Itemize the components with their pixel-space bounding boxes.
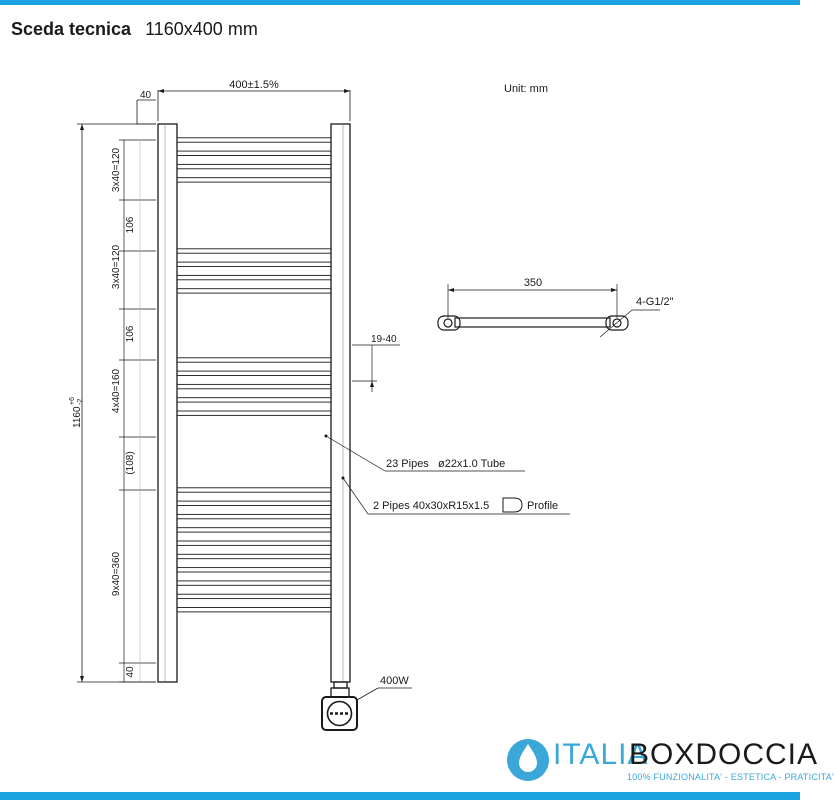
unit-note: Unit: mm (504, 83, 548, 95)
horizontal-pipe (177, 568, 331, 572)
group1-label: 3x40=120 (111, 147, 122, 193)
horizontal-pipe (177, 514, 331, 518)
side-length-label: 350 (523, 277, 543, 289)
power-leader (357, 688, 378, 700)
brand-logo (505, 733, 834, 785)
water-drop-icon (505, 735, 551, 781)
horizontal-pipes (177, 138, 331, 612)
height-label: 1160 (72, 406, 83, 428)
profile-word: Profile (527, 500, 559, 512)
top-offset-dimension (137, 100, 156, 124)
horizontal-pipe (177, 151, 331, 155)
element-nut (331, 688, 349, 697)
radiator-front-view (158, 124, 350, 682)
sheet-size: 1160x400 mm (145, 19, 258, 39)
width-label: 400±1.5% (229, 79, 279, 91)
group4-label: 9x40=360 (111, 551, 122, 597)
height-tol-lower: -2 (77, 398, 84, 405)
connection-label: 4-G1/2" (636, 296, 674, 308)
horizontal-pipe (177, 411, 331, 415)
group3-label: 4x40=160 (111, 368, 122, 414)
horizontal-pipe (177, 384, 331, 388)
wall-gap-dimension (352, 345, 400, 392)
horizontal-pipe (177, 608, 331, 612)
gap1-label: 106 (125, 216, 136, 234)
horizontal-pipe (177, 138, 331, 142)
horizontal-pipe (177, 249, 331, 253)
left-collector (158, 124, 177, 682)
horizontal-pipe (177, 594, 331, 598)
top-offset-label: 40 (140, 90, 152, 101)
horizontal-pipe (177, 358, 331, 362)
horizontal-pipe (177, 164, 331, 168)
element-neck (334, 682, 347, 688)
profile-pipes-callout: 2 Pipes 40x30xR15x1.5 (373, 500, 490, 512)
horizontal-pipe (177, 275, 331, 279)
group2-label: 3x40=120 (111, 244, 122, 290)
bottom-accent-bar (0, 792, 800, 800)
side-view (438, 284, 660, 337)
bottom-offset-label: 40 (125, 666, 136, 678)
horizontal-pipe (177, 289, 331, 293)
horizontal-pipe (177, 581, 331, 585)
sheet-title: Sceda tecnica (11, 19, 132, 39)
power-label: 400W (380, 675, 409, 687)
height-tol-upper: +6 (69, 397, 76, 405)
side-tube (455, 318, 610, 327)
horizontal-pipe (177, 554, 331, 558)
gap3-label: (108) (125, 451, 136, 475)
d-profile-icon (503, 498, 522, 512)
wall-gap-label: 19-40 (371, 334, 397, 345)
horizontal-pipe (177, 528, 331, 532)
pipes-callout: 23 Pipes ø22x1.0 Tube (386, 458, 506, 470)
right-collector (331, 124, 350, 682)
logo-tagline: 100% FUNZIONALITA' - ESTETICA - PRATICITA' (627, 772, 834, 782)
horizontal-pipe (177, 541, 331, 545)
gap2-label: 106 (125, 325, 136, 343)
left-connection-icon (444, 319, 452, 327)
logo-word-italia: ITALIA (553, 738, 649, 771)
width-dimension (158, 89, 350, 121)
height-label-group (69, 397, 84, 428)
horizontal-pipe (177, 262, 331, 266)
logo-word-boxdoccia: BOXDOCCIA (629, 738, 819, 771)
horizontal-pipe (177, 488, 331, 492)
horizontal-pipe (177, 371, 331, 375)
heating-element (322, 682, 412, 730)
horizontal-pipe (177, 398, 331, 402)
horizontal-pipe (177, 178, 331, 182)
horizontal-pipe (177, 501, 331, 505)
